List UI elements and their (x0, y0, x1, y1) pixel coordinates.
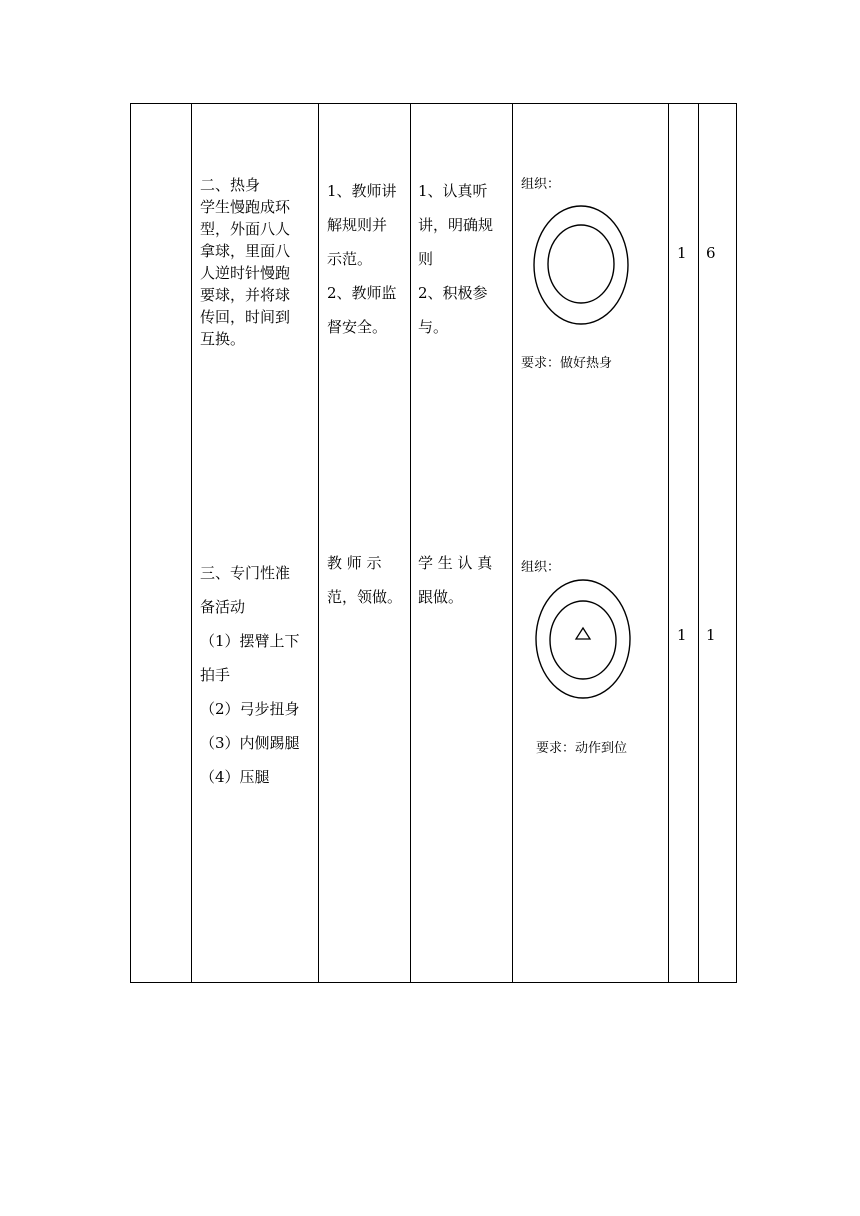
row1-content-line: 学生慢跑成环 (200, 198, 291, 216)
row1-student-line: 2、积极参 (418, 284, 488, 302)
row2-student-line: 跟做。 (418, 588, 464, 606)
row2-content-cell (200, 556, 312, 794)
row2-formation-diagram (536, 579, 632, 701)
row1-teacher-line: 示范。 (327, 250, 373, 268)
inner-ring (550, 601, 616, 679)
row2-content-line: 拍手 (200, 666, 231, 684)
row1-content-line: 互换。 (200, 330, 246, 348)
column-divider (668, 103, 669, 983)
row1-content-line: 型，外面八人 (200, 220, 291, 238)
row2-teacher-line: 教 师 示 (327, 554, 382, 572)
row2-content-line: （3）内侧踢腿 (200, 734, 300, 752)
column-divider (318, 103, 319, 983)
row1-teacher-line: 督安全。 (327, 318, 388, 336)
row1-content-line: 人逆时针慢跑 (200, 264, 291, 282)
row2-content-line: 备活动 (200, 598, 246, 616)
row1-org-label: 组织： (521, 177, 561, 192)
row1-student-cell (418, 174, 508, 344)
row1-student-line: 则 (418, 250, 434, 268)
row2-teacher-cell (327, 546, 407, 614)
row2-student-line: 学 生 认 真 (418, 554, 493, 572)
inner-ring (548, 225, 614, 303)
row1-content-line: 要球，并将球 (200, 286, 291, 304)
column-divider (512, 103, 513, 983)
row1-content-line: 传回，时间到 (200, 308, 291, 326)
row1-teacher-line: 1、教师讲 (327, 182, 397, 200)
row2-student-cell (418, 546, 508, 614)
row2-content-line: 三、专门性准 (200, 564, 291, 582)
row1-teacher-line: 解规则并 (327, 216, 388, 234)
row1-teacher-cell (327, 174, 407, 344)
row1-content-line: 拿球，里面八 (200, 242, 291, 260)
row1-formation-diagram (533, 205, 631, 327)
row2-requirement: 要求：动作到位 (536, 741, 628, 756)
row1-requirement: 要求：做好热身 (521, 356, 613, 371)
row2-content-line: （4）压腿 (200, 768, 270, 786)
column-divider (698, 103, 699, 983)
row2-count: 1 (677, 626, 687, 644)
row1-student-line: 1、认真听 (418, 182, 488, 200)
row1-count: 1 (677, 244, 687, 262)
row1-student-line: 讲，明确规 (418, 216, 494, 234)
row1-time: 6 (706, 244, 716, 262)
row2-teacher-line: 范，领做。 (327, 588, 403, 606)
row2-content-line: （2）弓步扭身 (200, 700, 300, 718)
row2-org-label: 组织： (521, 560, 561, 575)
row1-content-cell (200, 174, 312, 350)
row2-content-line: （1）摆臂上下 (200, 632, 300, 650)
row1-teacher-line: 2、教师监 (327, 284, 397, 302)
row1-content-title: 二、热身 (200, 176, 261, 194)
column-divider (191, 103, 192, 983)
row1-student-line: 与。 (418, 318, 449, 336)
column-divider (410, 103, 411, 983)
teacher-triangle-icon (576, 628, 590, 639)
row2-time: 1 (706, 626, 716, 644)
